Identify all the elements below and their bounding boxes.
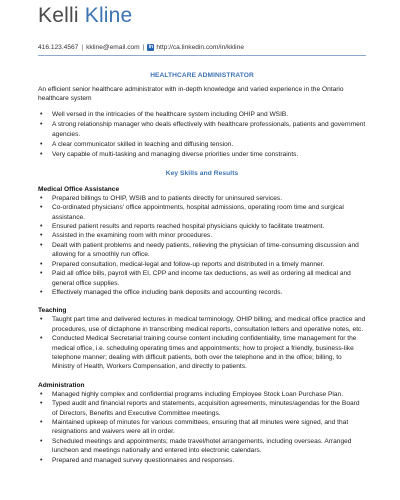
- linkedin-link[interactable]: http://ca.linkedin.com/in/kkline: [156, 44, 244, 51]
- list-item: • Ensured patient results and reports reached hospital physicians quickly to facilitate treatment.: [38, 222, 366, 231]
- list-item: • Maintained upkeep of minutes for various committees, ensuring that all minutes were signed, and that resignations and waivers were all in order.: [38, 418, 366, 437]
- last-name: Kline: [84, 4, 133, 27]
- contact-line: [38, 44, 244, 51]
- list-item: • Taught part time and delivered lectures in medical terminology, OHIP billing, and medical office practice and procedures, use of dictaphone in transcribing medical reports, consultation letters and operative notes, etc.: [38, 315, 366, 334]
- section-heading-medical-office: Medical Office Assistance: [38, 185, 120, 193]
- linkedin-icon: in: [148, 44, 154, 50]
- candidate-name: [38, 4, 132, 28]
- first-name: Kelli: [38, 4, 79, 27]
- resume-title: HEALTHCARE ADMINISTRATOR: [150, 72, 254, 79]
- skills-title: Key Skills and Results: [165, 169, 239, 177]
- header-divider: [38, 55, 366, 56]
- list-item: • Prepared consultation, medical-legal and follow-up reports and distributed in a timely manner.: [38, 260, 366, 269]
- teaching-list: [38, 315, 366, 371]
- list-item: • Conducted Medical Secretarial training course content including confidentiality, time management for the medical office, i.e. scheduling operating times and appointments; how to project a friendly, business-like telephone manner; dealing with difficult patients, both over the telephone and in the office; billing, to Ministry of Health, Workers Compensation, and directly to patients.: [38, 334, 366, 372]
- resume-header: [38, 0, 366, 62]
- list-item: • Prepared billings to OHIP, WSIB and to patients directly for uninsured services.: [38, 194, 366, 203]
- email-link[interactable]: kkline@email.com: [86, 44, 140, 51]
- list-item: • Typed audit and financial reports and statements, acquisition agreements, minutes/agendas for the Board of Directors, Benefits and Executive Committee meetings.: [38, 399, 366, 418]
- list-item: • Dealt with patient problems and needy patients, relieving the physician of time-consuming discussion and allowing for a smoothly run office.: [38, 241, 366, 260]
- phone-number: 416.123.4567: [38, 44, 79, 51]
- list-item: • Co-ordinated physicians' office appointments, hospital admissions, operating room time and surgical assistance.: [38, 203, 366, 222]
- list-item: • Prepared and managed survey questionnaires and responses.: [38, 456, 366, 465]
- section-heading-teaching: Teaching: [38, 307, 67, 315]
- summary-paragraph: An efficient senior healthcare administrator with in-depth knowledge and varied experience in the Ontario healthcare system: [38, 86, 344, 103]
- contact-separator: |: [142, 44, 145, 51]
- administration-list: [38, 390, 366, 465]
- section-heading-administration: Administration: [38, 381, 85, 389]
- list-item: • Paid all office bills, payroll with EI, CPP and income tax deductions, as well as ordering all medical and general office supplies.: [38, 269, 366, 288]
- list-item: • A strong relationship manager who deals effectively with healthcare professionals, patients and government agencies.: [38, 120, 366, 139]
- highlights-list: [38, 110, 366, 160]
- list-item: • A clear communicator skilled in teaching and diffusing tension.: [38, 140, 366, 149]
- list-item: • Managed highly complex and confidential programs including Employee Stock Loan Purchase Plan.: [38, 390, 366, 399]
- list-item: • Well versed in the intricacies of the healthcare system including OHIP and WSIB.: [38, 110, 366, 119]
- list-item: • Assisted in the examining room with minor procedures.: [38, 231, 366, 240]
- list-item: • Effectively managed the office including bank deposits and accounting records.: [38, 288, 366, 297]
- contact-separator: |: [81, 44, 84, 51]
- list-item: • Scheduled meetings and appointments; made travel/hotel arrangements, including overseas. Arranged luncheon and meetings nationally and entered into electronic calendars.: [38, 437, 366, 456]
- list-item: • Very capable of multi-tasking and managing diverse priorities under time constraints.: [38, 150, 366, 159]
- medical-office-list: [38, 194, 366, 297]
